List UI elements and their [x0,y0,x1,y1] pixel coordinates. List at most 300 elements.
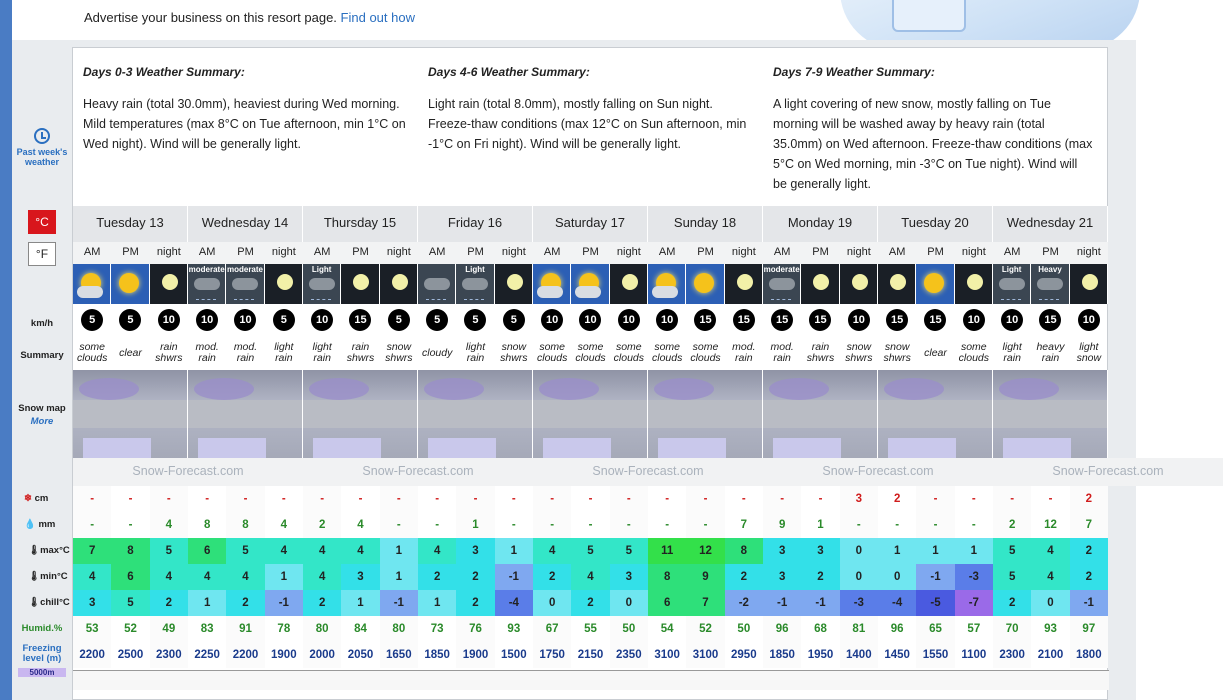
wind-arrow-icon: 15 [694,309,716,331]
max_c-cell: 4 [265,538,303,564]
snow_cm-cell: - [341,486,379,512]
sun-weather-icon [73,264,111,304]
freezing-cell: 1850 [763,642,801,668]
slot-label: AM [73,242,111,264]
slot-label: AM [303,242,341,264]
humid-cell: 65 [916,616,954,642]
day-header: Saturday 17 [533,206,648,242]
freezing-cell: 1100 [955,642,993,668]
min_c-cell: 1 [265,564,303,590]
chill_c-cell: 6 [648,590,686,616]
min_c-cell: 6 [111,564,149,590]
cloud-icon [424,278,450,290]
freezing-cell: 2000 [303,642,341,668]
freezing-cell: 3100 [686,642,724,668]
wind-arrow-icon: 5 [464,309,486,331]
slot-label: PM [801,242,839,264]
freezing-cell: 1950 [801,642,839,668]
min_c-cell: 2 [801,564,839,590]
freezing-cell: 2350 [610,642,648,668]
chill_c-cell: 0 [610,590,648,616]
snow_cm-cell: - [303,486,341,512]
snow_cm-cell: - [495,486,533,512]
wind-row [73,304,1109,336]
wind-cell [1070,304,1108,336]
slot-label: AM [993,242,1031,264]
slot-label: night [150,242,188,264]
snow_cm-cell: - [993,486,1031,512]
humidity-row [73,616,1109,642]
raindrop-icon: 💧 [24,519,36,530]
min_c-cell: -1 [495,564,533,590]
snow_cm-cell: 2 [878,486,916,512]
icon-caption: Light [1001,265,1022,274]
chill_c-cell: 5 [111,590,149,616]
snow_cm-cell: - [188,486,226,512]
chill_c-cell: -1 [380,590,418,616]
slot-label: night [840,242,878,264]
ad-banner-graphic [840,0,1140,40]
rain-icon [311,294,331,300]
max_c-cell: 5 [226,538,264,564]
wind-arrow-icon: 15 [809,309,831,331]
chill_c-cell: 0 [1031,590,1069,616]
max_c-cell: 1 [495,538,533,564]
rain_mm-cell: 4 [265,512,303,538]
sun-weather-icon [686,264,724,304]
celsius-button[interactable]: °C [28,210,56,234]
rain_mm-cell: 4 [341,512,379,538]
freezing-cell: 2200 [226,642,264,668]
clock-icon [34,128,50,144]
humid-cell: 70 [993,616,1031,642]
rain_mm-cell: 1 [456,512,494,538]
moon-icon [622,274,638,290]
rain_mm-cell: 8 [188,512,226,538]
slot-label: AM [648,242,686,264]
night-weather-icon [265,264,303,304]
wind-cell [533,304,571,336]
snow-map-image[interactable] [993,370,1108,458]
snow-map-label: Snow map [18,403,66,414]
map-sea [198,438,266,458]
max_c-cell: 8 [111,538,149,564]
sun-weather-icon [533,264,571,304]
rain-weather-icon [763,264,801,304]
night-weather-icon [610,264,648,304]
thermometer-icon: 🌡 [28,597,41,608]
summary-cell: mod. rain [233,341,258,364]
chill_c-cell: -4 [495,590,533,616]
night-weather-icon [801,264,839,304]
summary-cell: light snow [1076,341,1102,364]
snow_cm-cell: - [456,486,494,512]
wind-cell [150,304,188,336]
humid-cell: 93 [1031,616,1069,642]
rain_mm-cell: - [840,512,878,538]
summary-cell: clear [119,346,142,359]
rain_mm-cell: 4 [150,512,188,538]
snow_cm-cell: - [610,486,648,512]
day-header-row [73,206,1109,242]
rain_mm-cell: - [648,512,686,538]
wind-arrow-icon: 5 [388,309,410,331]
icon-caption: moderate [226,265,263,274]
night-weather-icon [840,264,878,304]
freezing-cell: 1500 [495,642,533,668]
snow-map-more-link[interactable]: More [30,416,54,427]
rain_mm-cell: 1 [801,512,839,538]
max_c-cell: 3 [763,538,801,564]
snow-map-image[interactable] [418,370,533,458]
max-temp-row [73,538,1109,564]
humid-cell: 84 [341,616,379,642]
summary-cell: light rain [312,341,332,364]
summary-cell: snow shwrs [385,341,413,364]
ad-bar [12,0,1136,40]
slot-label: PM [226,242,264,264]
night-weather-icon [955,264,993,304]
cloud-icon [194,278,220,290]
snow_cm-cell: 3 [840,486,878,512]
weather-summaries [73,48,1107,206]
day-header: Wednesday 21 [993,206,1108,242]
freezing-cell: 2950 [725,642,763,668]
summary-cell: some clouds [651,341,683,364]
weather-icon-row [73,264,1109,304]
summary-cell: light rain [274,341,294,364]
rain-icon [234,294,254,300]
icon-caption: moderate [763,265,800,274]
map-snow [194,378,254,400]
slot-label: night [265,242,303,264]
kmh-label: km/h [30,318,54,329]
slot-label: PM [686,242,724,264]
freezing-cell: 1750 [533,642,571,668]
wind-arrow-icon: 15 [349,309,371,331]
min_c-cell: -3 [955,564,993,590]
humid-cell: 91 [226,616,264,642]
summary-cell: snow shwrs [500,341,528,364]
map-sea [313,438,381,458]
chill_c-cell: 2 [226,590,264,616]
map-snow [309,378,369,400]
max_c-cell: 6 [188,538,226,564]
snow_cm-cell: - [725,486,763,512]
rain-weather-icon [418,264,456,304]
cloud-icon [462,278,488,290]
max_c-cell: 4 [1031,538,1069,564]
wind-cell [610,304,648,336]
night-weather-icon [150,264,188,304]
slot-label: AM [533,242,571,264]
moon-icon [967,274,983,290]
wind-cell [878,304,916,336]
snow-forecast-logo: Snow-Forecast.com [993,458,1223,486]
freezing-cell: 2300 [150,642,188,668]
day-header: Sunday 18 [648,206,763,242]
map-snow [769,378,829,400]
slot-label: AM [878,242,916,264]
slot-label: PM [1031,242,1069,264]
chill_c-cell: 2 [150,590,188,616]
max_c-cell: 1 [380,538,418,564]
max_c-cell: 11 [648,538,686,564]
map-sea [1003,438,1071,458]
rain_mm-cell: - [111,512,149,538]
map-sea [658,438,726,458]
chill-row [73,590,1109,616]
humid-cell: 54 [648,616,686,642]
map-snow [424,378,484,400]
rain_mm-cell: 9 [763,512,801,538]
max_c-cell: 4 [533,538,571,564]
max-temp-label: 🌡max°C [28,545,70,556]
min_c-cell: 2 [533,564,571,590]
sun-weather-icon [111,264,149,304]
wind-cell [111,304,149,336]
wind-cell [840,304,878,336]
cloud-icon [1037,278,1063,290]
wind-cell [188,304,226,336]
snowflake-icon: ❄ [24,493,32,504]
wind-cell [993,304,1031,336]
max_c-cell: 0 [840,538,878,564]
moon-icon [392,274,408,290]
map-land [763,400,877,428]
map-land [648,400,762,428]
min_c-cell: 5 [993,564,1031,590]
snow_cm-cell: 2 [1070,486,1108,512]
humid-cell: 53 [73,616,111,642]
wind-cell [341,304,379,336]
freezing-cell: 1850 [418,642,456,668]
min_c-cell: 3 [341,564,379,590]
wind-cell [1031,304,1069,336]
sun-weather-icon [571,264,609,304]
sun-weather-icon [916,264,954,304]
wind-arrow-icon: 10 [1001,309,1023,331]
humid-cell: 52 [111,616,149,642]
min_c-cell: 0 [840,564,878,590]
snow-map-image[interactable] [878,370,993,458]
slot-label: PM [341,242,379,264]
max_c-cell: 5 [150,538,188,564]
rain-weather-icon [226,264,264,304]
left-edge-bar [0,0,12,700]
night-weather-icon [341,264,379,304]
snow-map-image[interactable] [188,370,303,458]
rain_mm-cell: 12 [1031,512,1069,538]
humid-cell: 96 [763,616,801,642]
max_c-cell: 12 [686,538,724,564]
wind-cell [303,304,341,336]
map-snow [999,378,1059,400]
chill_c-cell: -1 [265,590,303,616]
humid-cell: 57 [955,616,993,642]
max_c-cell: 4 [341,538,379,564]
moon-icon [353,274,369,290]
chill_c-cell: 0 [533,590,571,616]
chill_c-cell: -1 [763,590,801,616]
min_c-cell: 2 [725,564,763,590]
map-land [993,400,1107,428]
freezing-cell: 1900 [456,642,494,668]
summary-cell: mod. rain [195,341,219,364]
wind-arrow-icon: 5 [81,309,103,331]
wind-cell [571,304,609,336]
humid-cell: 67 [533,616,571,642]
slot-label: night [495,242,533,264]
day-header: Monday 19 [763,206,878,242]
day-header: Tuesday 13 [73,206,188,242]
rain_mm-cell: - [495,512,533,538]
snow-forecast-logo: Snow-Forecast.com [73,458,303,486]
summary-cell: some clouds [575,341,606,364]
min_c-cell: 3 [763,564,801,590]
wind-cell [73,304,111,336]
chill_c-cell: -3 [840,590,878,616]
humid-cell: 50 [725,616,763,642]
snow-map-image[interactable] [73,370,188,458]
chill_c-cell: 1 [341,590,379,616]
icon-caption: moderate [188,265,225,274]
wind-arrow-icon: 5 [503,309,525,331]
forecast-panel [72,47,1164,700]
rain-mm-label: 💧 mm [24,519,56,530]
humid-cell: 55 [571,616,609,642]
summary-cell: mod. rain [732,341,756,364]
rain_mm-cell: 2 [303,512,341,538]
min_c-cell: 4 [1031,564,1069,590]
summary-cell: clear [924,346,947,359]
summary-cell: some clouds [613,341,644,364]
slot-row [73,242,1109,264]
slot-label: night [610,242,648,264]
summary-cell: some clouds [536,341,568,364]
day-header: Friday 16 [418,206,533,242]
wind-arrow-icon: 15 [733,309,755,331]
moon-icon [1082,274,1098,290]
summary-cell: mod. rain [770,341,794,364]
slot-label: AM [188,242,226,264]
min-temp-row [73,564,1109,590]
slot-label: night [955,242,993,264]
rain_mm-cell: - [878,512,916,538]
snow_cm-cell: - [648,486,686,512]
chill_c-cell: -7 [955,590,993,616]
rain_mm-cell: - [418,512,456,538]
snow-map-image[interactable] [533,370,648,458]
rain-icon [1039,294,1059,300]
min_c-cell: 8 [648,564,686,590]
freezing-cell: 1900 [265,642,303,668]
rain_mm-cell: - [686,512,724,538]
rain-icon [1001,294,1021,300]
thermometer-icon: 🌡 [28,571,41,582]
rain-weather-icon [303,264,341,304]
max_c-cell: 1 [878,538,916,564]
wind-cell [456,304,494,336]
humid-cell: 68 [801,616,839,642]
day-header: Tuesday 20 [878,206,993,242]
bottom-scrollbar[interactable] [73,670,1109,690]
snow-map-image[interactable] [763,370,878,458]
wind-arrow-icon: 10 [1078,309,1100,331]
map-land [188,400,302,428]
humidity-label: Humid.% [21,623,63,634]
icon-caption: Light [465,265,485,274]
rain-mm-row [73,512,1109,538]
humid-cell: 52 [686,616,724,642]
summary-cell: some clouds [76,341,108,364]
map-land [73,400,187,428]
wind-arrow-icon: 10 [963,309,985,331]
moon-icon [813,274,829,290]
min_c-cell: 3 [610,564,648,590]
wind-cell [801,304,839,336]
cloud-icon [77,286,103,298]
day-header: Wednesday 14 [188,206,303,242]
slot-label: night [1070,242,1108,264]
rain_mm-cell: - [380,512,418,538]
humid-cell: 80 [380,616,418,642]
freezing-cell: 2150 [571,642,609,668]
wind-arrow-icon: 15 [886,309,908,331]
fahrenheit-button[interactable]: °F [28,242,56,266]
wind-arrow-icon: 10 [579,309,601,331]
max_c-cell: 2 [1070,538,1108,564]
freezing-cell: 2050 [341,642,379,668]
map-land [533,400,647,428]
snow_cm-cell: - [111,486,149,512]
chill_c-cell: -4 [878,590,916,616]
max_c-cell: 5 [571,538,609,564]
wind-arrow-icon: 15 [924,309,946,331]
snow-map-row [73,370,1109,458]
logo-row [73,458,1164,486]
min_c-cell: 2 [418,564,456,590]
chill_c-cell: 2 [456,590,494,616]
cloud-icon [537,286,563,298]
snow_cm-cell: - [801,486,839,512]
sun-weather-icon [648,264,686,304]
thermometer-icon: 🌡 [28,545,41,556]
chill_c-cell: 1 [418,590,456,616]
cloud-icon [232,278,258,290]
snow-map-image[interactable] [648,370,763,458]
slot-label: PM [916,242,954,264]
past-week-weather-link[interactable]: Past week's weather [12,128,72,167]
snow_cm-cell: - [686,486,724,512]
freezing-cell: 1450 [878,642,916,668]
snow-forecast-logo: Snow-Forecast.com [533,458,763,486]
wind-cell [725,304,763,336]
wind-arrow-icon: 10 [541,309,563,331]
wind-arrow-icon: 15 [771,309,793,331]
snow-map-image[interactable] [303,370,418,458]
sun-icon [924,273,944,293]
min_c-cell: 1 [380,564,418,590]
min_c-cell: 4 [150,564,188,590]
min_c-cell: 2 [456,564,494,590]
chill_c-cell: -5 [916,590,954,616]
moon-icon [852,274,868,290]
sun-icon [694,273,714,293]
cloud-icon [309,278,335,290]
min_c-cell: 4 [226,564,264,590]
find-out-how-link[interactable]: Find out how [340,10,415,25]
